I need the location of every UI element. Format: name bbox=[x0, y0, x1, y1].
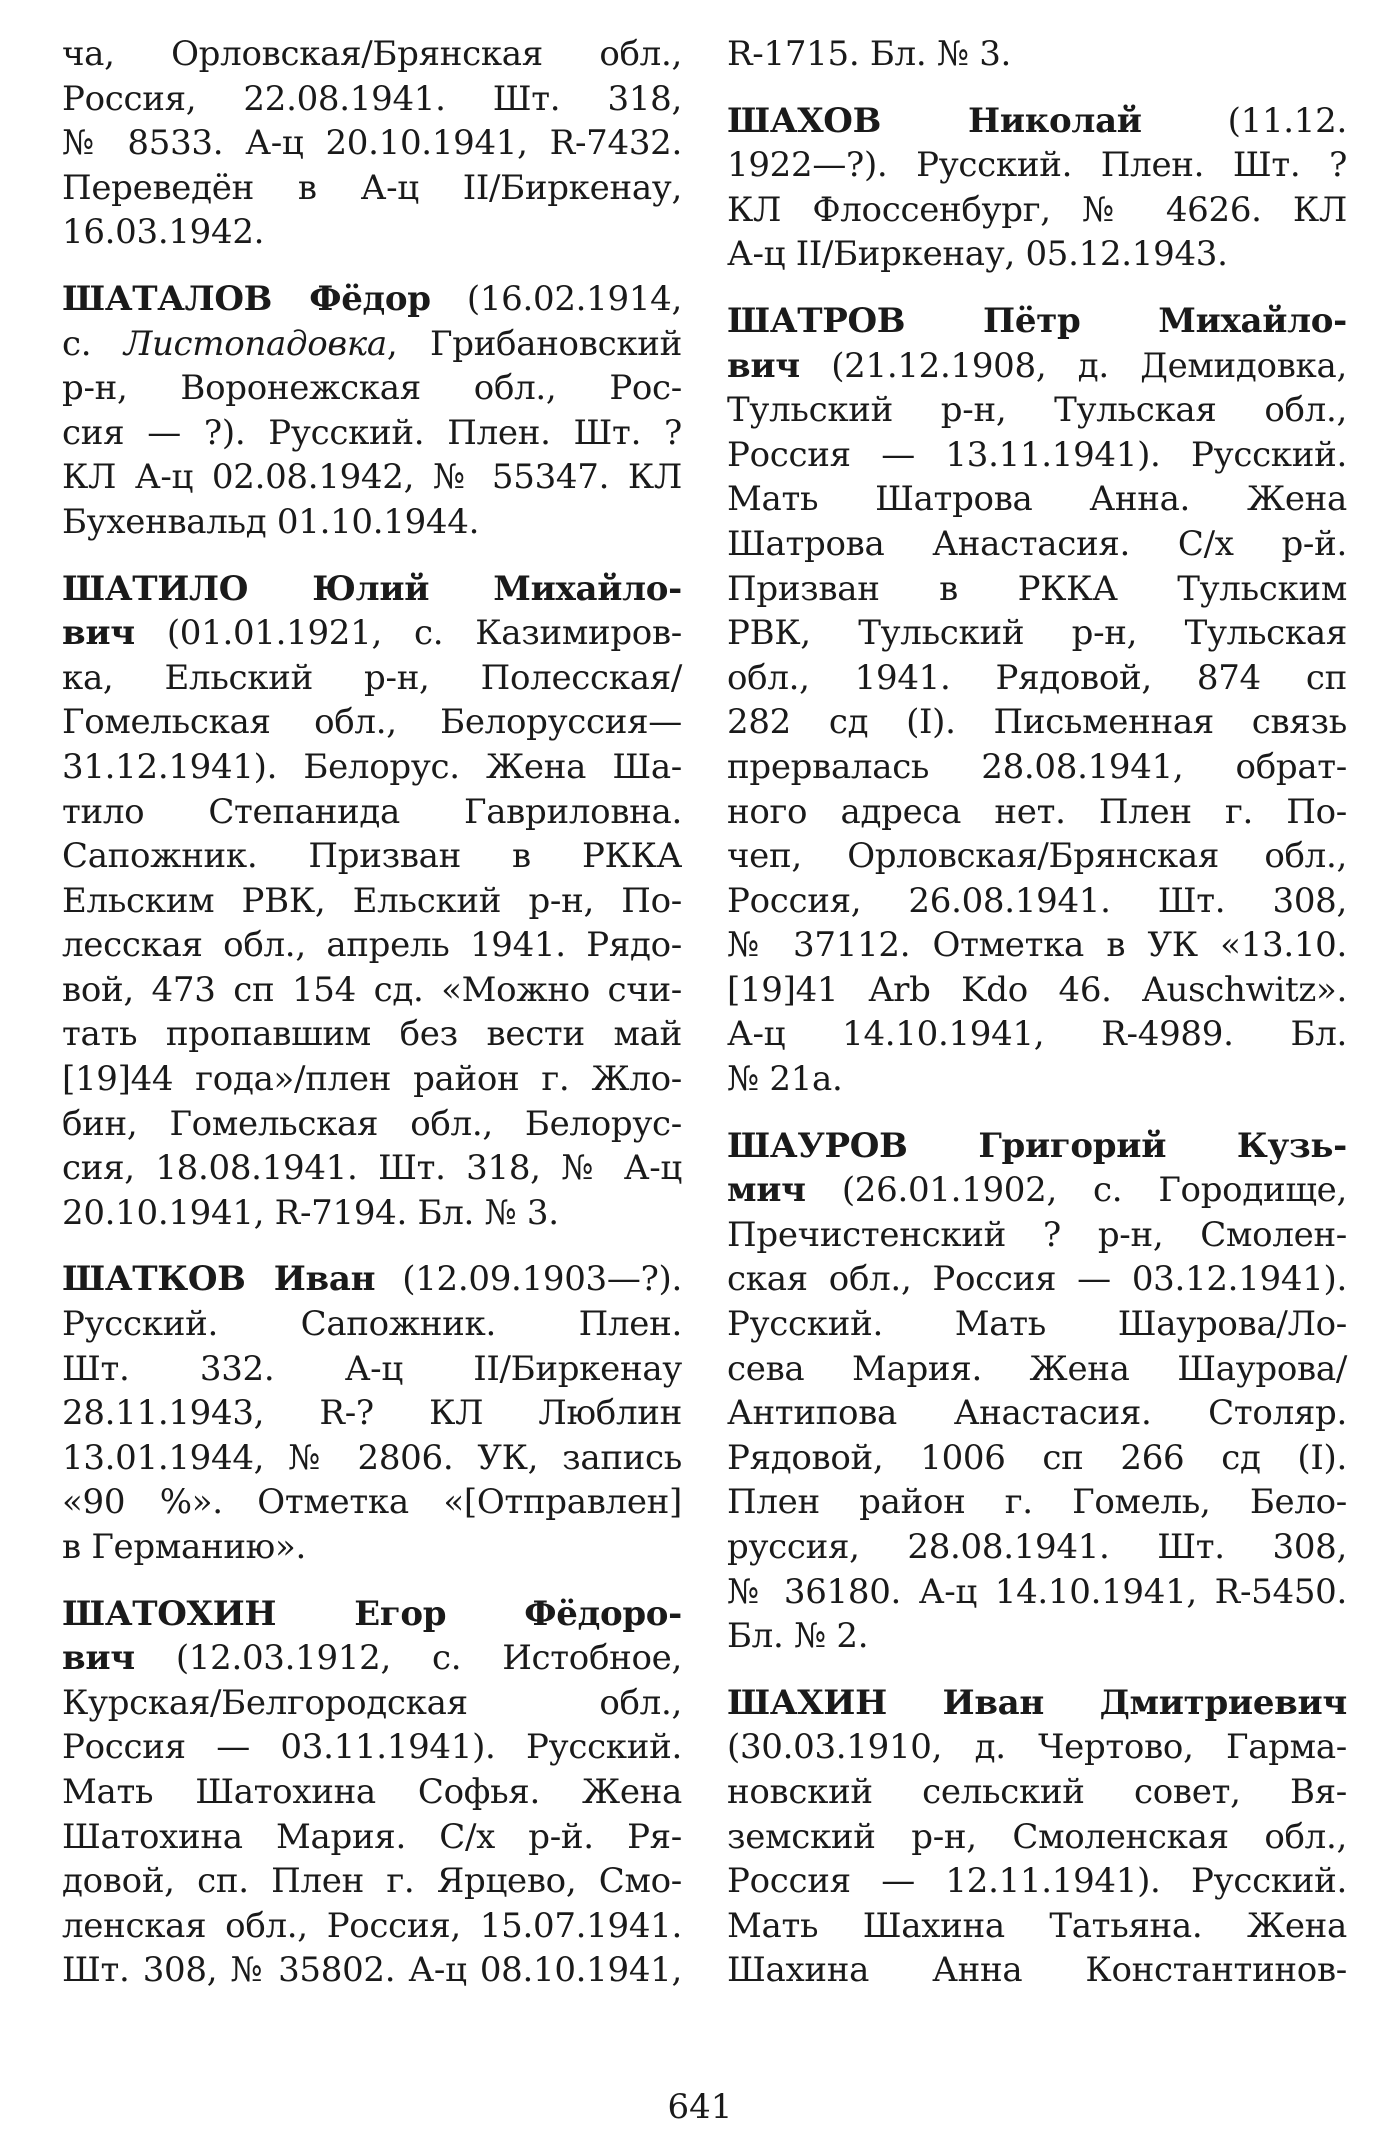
entry-text: Мать Шатрова Анна. Жена bbox=[727, 479, 1347, 520]
entry-text: (01.01.1921, с. Казимиров- bbox=[134, 613, 682, 654]
entry-text: Рядовой, 1006 сп 266 сд (I). bbox=[727, 1437, 1347, 1478]
entry-text: Россия — 03.11.1941). Русский. bbox=[62, 1727, 682, 1768]
entry-text: Бл. № 2. bbox=[727, 1616, 869, 1657]
entry-text: обл., 1941. Рядовой, 874 сп bbox=[727, 657, 1347, 698]
entry-text: ская обл., Россия — 03.12.1941). bbox=[727, 1259, 1347, 1300]
biographical-entry bbox=[727, 32, 1347, 77]
text-line bbox=[62, 1012, 682, 1057]
text-line bbox=[727, 1480, 1347, 1525]
biographical-entry bbox=[62, 1257, 682, 1569]
text-line bbox=[727, 923, 1347, 968]
text-line bbox=[727, 1213, 1347, 1258]
text-line bbox=[727, 1124, 1347, 1169]
text-line bbox=[62, 1257, 682, 1302]
text-line bbox=[62, 1102, 682, 1147]
text-line bbox=[727, 388, 1347, 433]
text-line bbox=[727, 522, 1347, 567]
entry-gap bbox=[727, 77, 1347, 99]
left-column bbox=[62, 32, 682, 1993]
entry-text: сия — ?). Русский. Плен. Шт. ? bbox=[62, 412, 682, 453]
entry-text: в Германию». bbox=[62, 1527, 306, 1567]
biographical-entry bbox=[62, 277, 682, 545]
text-line bbox=[62, 923, 682, 968]
text-line bbox=[727, 232, 1347, 277]
entry-text: 20.10.1941, R-7194. Бл. № 3. bbox=[62, 1192, 559, 1233]
entry-text: (12.03.1912, с. Истобное, bbox=[134, 1638, 682, 1679]
text-line bbox=[62, 1391, 682, 1436]
entry-text: 282 сд (I). Письменная связь bbox=[727, 702, 1347, 743]
text-line bbox=[62, 1592, 682, 1637]
text-line bbox=[727, 1859, 1347, 1904]
entry-name: ШАТКОВ Иван bbox=[62, 1259, 376, 1300]
text-line bbox=[62, 1480, 682, 1525]
entry-text: 1922—?). Русский. Плен. Шт. ? bbox=[727, 145, 1347, 186]
entry-name: ШАХИН Иван Дмитриевич bbox=[727, 1682, 1347, 1723]
text-line bbox=[62, 166, 682, 211]
biographical-entry bbox=[727, 99, 1347, 277]
text-line bbox=[727, 99, 1347, 144]
text-line bbox=[727, 433, 1347, 478]
entry-text: А-ц II/Биркенау, 05.12.1943. bbox=[727, 234, 1228, 275]
entry-text: чеп, Орловская/Брянская обл., bbox=[727, 836, 1347, 877]
text-line bbox=[62, 1347, 682, 1392]
entry-text: Бухенвальд 01.10.1944. bbox=[62, 501, 480, 542]
entry-text: Шатрова Анастасия. С/х р-й. bbox=[727, 523, 1347, 564]
text-line bbox=[727, 1347, 1347, 1392]
entry-gap bbox=[727, 1659, 1347, 1681]
text-line bbox=[727, 32, 1347, 77]
text-line bbox=[62, 968, 682, 1013]
text-line bbox=[62, 1302, 682, 1347]
text-line bbox=[62, 700, 682, 745]
text-line bbox=[727, 1057, 1347, 1102]
entry-text: (21.12.1908, д. Демидовка, bbox=[799, 345, 1347, 386]
text-line bbox=[727, 790, 1347, 835]
entry-text: Россия — 13.11.1941). Русский. bbox=[727, 434, 1347, 475]
entry-text: (12.09.1903—?). bbox=[375, 1259, 682, 1300]
text-line bbox=[727, 143, 1347, 188]
entry-text: р-н, Воронежская обл., Рос- bbox=[62, 368, 682, 409]
text-line bbox=[62, 1948, 682, 1993]
entry-name: вич bbox=[62, 613, 135, 654]
entry-text: № 36180. А-ц 14.10.1941, R-5450. bbox=[727, 1571, 1347, 1612]
biographical-entry bbox=[62, 32, 682, 255]
text-line bbox=[62, 1436, 682, 1481]
text-line bbox=[62, 1815, 682, 1860]
text-line bbox=[62, 1904, 682, 1949]
text-line bbox=[62, 277, 682, 322]
entry-text: Шатохина Мария. С/х р-й. Ря- bbox=[62, 1816, 682, 1857]
entry-text: Мать Шатохина Софья. Жена bbox=[62, 1771, 682, 1812]
text-line bbox=[62, 790, 682, 835]
entry-text: (30.03.1910, д. Чертово, Гарма- bbox=[727, 1727, 1347, 1768]
page-number: 641 bbox=[667, 2087, 733, 2127]
entry-text: земский р-н, Смоленская обл., bbox=[727, 1816, 1347, 1857]
text-line bbox=[727, 968, 1347, 1013]
entry-text: довой, сп. Плен г. Ярцево, Смо- bbox=[62, 1861, 682, 1902]
entry-name: ШАТИЛО Юлий Михайло- bbox=[62, 568, 682, 609]
entry-text: Шт. 308, № 35802. А-ц 08.10.1941, bbox=[62, 1950, 682, 1991]
entry-text: Шт. 332. А-ц II/Биркенау bbox=[62, 1348, 682, 1389]
entry-text: КЛ Флоссенбург, № 4626. КЛ bbox=[727, 189, 1347, 230]
entry-text: ка, Ельский р-н, Полесская/ bbox=[62, 657, 682, 698]
text-line bbox=[62, 77, 682, 122]
text-line bbox=[727, 1012, 1347, 1057]
entry-name: ШАУРОВ Григорий Кузь- bbox=[727, 1125, 1347, 1166]
entry-gap bbox=[727, 277, 1347, 299]
text-line bbox=[62, 656, 682, 701]
text-line bbox=[62, 411, 682, 456]
text-line bbox=[62, 1191, 682, 1236]
text-line bbox=[62, 121, 682, 166]
entry-text: R-1715. Бл. № 3. bbox=[727, 34, 1012, 74]
entry-text: прервалась 28.08.1941, обрат- bbox=[727, 746, 1347, 787]
text-line bbox=[62, 1146, 682, 1191]
text-line bbox=[727, 1815, 1347, 1860]
entry-text: Сапожник. Призван в РККА bbox=[62, 836, 682, 877]
entry-text: ча, Орловская/Брянская обл., bbox=[62, 34, 682, 74]
text-line bbox=[727, 344, 1347, 389]
entry-text: № 37112. Отметка в УК «13.10. bbox=[727, 925, 1347, 966]
text-line bbox=[62, 210, 682, 255]
entry-text: 13.01.1944, № 2806. УК, запись bbox=[62, 1437, 682, 1478]
entry-text: (16.02.1914, bbox=[430, 278, 682, 319]
text-line bbox=[727, 1681, 1347, 1726]
entry-text: новский сельский совет, Вя- bbox=[727, 1771, 1347, 1812]
text-line bbox=[727, 611, 1347, 656]
text-line bbox=[727, 1391, 1347, 1436]
entry-text: сия, 18.08.1941. Шт. 318, № А-ц bbox=[62, 1148, 682, 1189]
entry-text: лесская обл., апрель 1941. Рядо- bbox=[62, 925, 682, 966]
right-column bbox=[727, 32, 1347, 1993]
entry-gap bbox=[62, 1235, 682, 1257]
text-line bbox=[62, 366, 682, 411]
entry-text: Мать Шахина Татьяна. Жена bbox=[727, 1905, 1347, 1946]
entry-name: ШАТРОВ Пётр Михайло- bbox=[727, 300, 1347, 341]
text-line bbox=[62, 32, 682, 77]
text-line bbox=[727, 1302, 1347, 1347]
entry-text: Призван в РККА Тульским bbox=[727, 568, 1347, 609]
entry-text: Гомельская обл., Белоруссия— bbox=[62, 702, 682, 743]
biographical-entry bbox=[62, 1592, 682, 1993]
text-line bbox=[62, 567, 682, 612]
entry-gap bbox=[62, 1570, 682, 1592]
biographical-entry bbox=[727, 299, 1347, 1102]
text-line bbox=[727, 700, 1347, 745]
text-line bbox=[727, 879, 1347, 924]
text-line bbox=[62, 834, 682, 879]
text-line bbox=[727, 1725, 1347, 1770]
entry-text: 31.12.1941). Белорус. Жена Ша- bbox=[62, 746, 682, 787]
text-line bbox=[727, 1168, 1347, 1213]
entry-text: бин, Гомельская обл., Белорус- bbox=[62, 1103, 682, 1144]
entry-text: 28.11.1943, R-? КЛ Люблин bbox=[62, 1393, 682, 1434]
entry-text: Курская/Белгородская обл., bbox=[62, 1682, 682, 1723]
entry-text: Россия, 26.08.1941. Шт. 308, bbox=[727, 880, 1347, 921]
text-line bbox=[62, 500, 682, 545]
text-line bbox=[727, 1570, 1347, 1615]
entry-name: ШАХОВ Николай bbox=[727, 100, 1142, 141]
text-line bbox=[62, 1725, 682, 1770]
text-line bbox=[62, 1636, 682, 1681]
entry-name: ШАТОХИН Егор Фёдоро- bbox=[62, 1593, 682, 1634]
entry-gap bbox=[62, 255, 682, 277]
text-line bbox=[727, 567, 1347, 612]
entry-gap bbox=[62, 545, 682, 567]
entry-name: мич bbox=[727, 1170, 806, 1211]
entry-text: Ельским РВК, Ельский р-н, По- bbox=[62, 880, 682, 921]
entry-text: Шахина Анна Константинов- bbox=[727, 1950, 1347, 1991]
entry-text: [19]41 Arb Kdo 46. Auschwitz». bbox=[727, 969, 1347, 1010]
text-line bbox=[727, 1257, 1347, 1302]
entry-text: Плен район г. Гомель, Бело- bbox=[727, 1482, 1347, 1523]
entry-text: с. bbox=[62, 323, 124, 364]
entry-text: «90 %». Отметка «[Отправлен] bbox=[62, 1482, 682, 1523]
text-line bbox=[727, 477, 1347, 522]
text-line bbox=[727, 1948, 1347, 1993]
entry-text: Россия, 22.08.1941. Шт. 318, bbox=[62, 78, 682, 119]
text-line bbox=[727, 1525, 1347, 1570]
entry-text: (26.01.1902, с. Городище, bbox=[805, 1170, 1347, 1211]
text-line bbox=[727, 1614, 1347, 1659]
entry-text: вой, 473 сп 154 сд. «Можно счи- bbox=[62, 969, 682, 1010]
entry-text: 16.03.1942. bbox=[62, 212, 265, 253]
text-line bbox=[62, 1859, 682, 1904]
entry-text: КЛ А-ц 02.08.1942, № 55347. КЛ bbox=[62, 457, 682, 498]
entry-text: Переведён в А-ц II/Биркенау, bbox=[62, 167, 682, 208]
text-line bbox=[62, 1525, 682, 1570]
entry-text: РВК, Тульский р-н, Тульская bbox=[727, 613, 1347, 654]
biographical-entry bbox=[62, 567, 682, 1236]
text-line bbox=[62, 611, 682, 656]
text-line bbox=[62, 1770, 682, 1815]
text-line bbox=[727, 1436, 1347, 1481]
italic-text: Листопадовка bbox=[123, 323, 387, 364]
entry-name: ШАТАЛОВ Фёдор bbox=[62, 278, 431, 319]
entry-text: тать пропавшим без вести май bbox=[62, 1014, 682, 1055]
text-line bbox=[62, 1681, 682, 1726]
text-line bbox=[727, 1904, 1347, 1949]
entry-text: № 21а. bbox=[727, 1059, 843, 1100]
entry-text: [19]44 года»/плен район г. Жло- bbox=[62, 1059, 682, 1100]
entry-text: Антипова Анастасия. Столяр. bbox=[727, 1393, 1347, 1434]
text-line bbox=[727, 656, 1347, 701]
text-line bbox=[62, 322, 682, 367]
text-line bbox=[62, 879, 682, 924]
entry-text: Россия — 12.11.1941). Русский. bbox=[727, 1861, 1347, 1902]
entry-name: вич bbox=[62, 1638, 135, 1679]
entry-name: вич bbox=[727, 345, 800, 386]
biographical-entry bbox=[727, 1681, 1347, 1993]
entry-text: руссия, 28.08.1941. Шт. 308, bbox=[727, 1527, 1347, 1567]
entry-text: сева Мария. Жена Шаурова/ bbox=[727, 1348, 1347, 1389]
text-line bbox=[62, 455, 682, 500]
entry-text: Тульский р-н, Тульская обл., bbox=[727, 390, 1347, 431]
text-line bbox=[62, 1057, 682, 1102]
entry-text: (11.12. bbox=[1141, 100, 1347, 141]
entry-text: тило Степанида Гавриловна. bbox=[62, 791, 682, 832]
text-line bbox=[727, 834, 1347, 879]
entry-text: № 8533. А-ц 20.10.1941, R-7432. bbox=[62, 123, 682, 164]
entry-text: ленская обл., Россия, 15.07.1941. bbox=[62, 1905, 682, 1946]
text-line bbox=[727, 188, 1347, 233]
text-line bbox=[62, 745, 682, 790]
entry-text: , Грибановский bbox=[386, 323, 682, 364]
entry-text: А-ц 14.10.1941, R-4989. Бл. bbox=[727, 1014, 1347, 1055]
entry-gap bbox=[727, 1102, 1347, 1124]
text-line bbox=[727, 745, 1347, 790]
text-line bbox=[727, 299, 1347, 344]
entry-text: Русский. Сапожник. Плен. bbox=[62, 1304, 682, 1345]
biographical-entry bbox=[727, 1124, 1347, 1659]
text-line bbox=[727, 1770, 1347, 1815]
entry-text: ного адреса нет. Плен г. По- bbox=[727, 791, 1347, 832]
entry-text: Пречистенский ? р-н, Смолен- bbox=[727, 1214, 1347, 1255]
entry-text: Русский. Мать Шаурова/Ло- bbox=[727, 1304, 1347, 1345]
